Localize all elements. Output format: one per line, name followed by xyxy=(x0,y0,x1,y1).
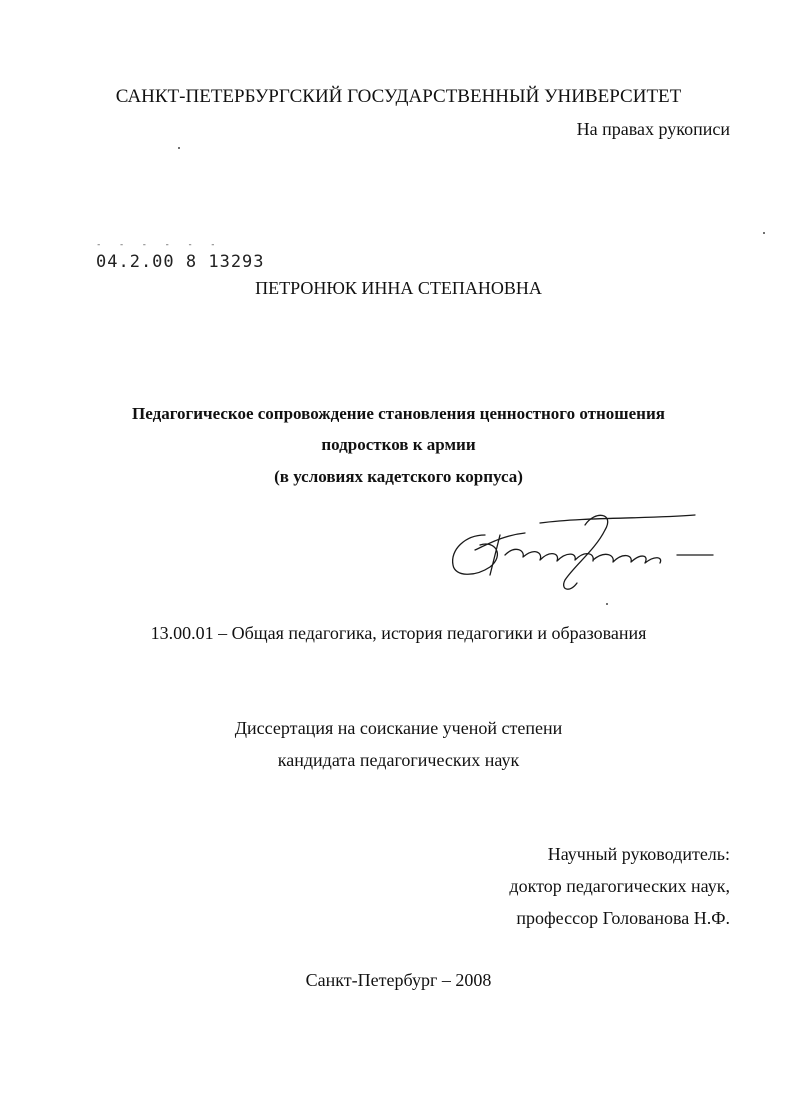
signature-stroke xyxy=(475,533,525,575)
scan-speck xyxy=(763,232,765,234)
author-name: ПЕТРОНЮК ИННА СТЕПАНОВНА xyxy=(255,278,542,298)
title-line-2: подростков к армии xyxy=(321,435,476,454)
stamp-top-marks: - - - - - - xyxy=(96,240,222,250)
handwritten-signature xyxy=(445,505,730,615)
specialty-code: 13.00.01 – Общая педагогика, история педагогики и образования xyxy=(150,623,647,643)
signature-tail xyxy=(593,554,661,563)
supervisor-name: профессор Голованова Н.Ф. xyxy=(516,908,730,928)
university-name: САНКТ-ПЕТЕРБУРГСКИЙ ГОСУДАРСТВЕННЫЙ УНИВЕРСИТЕТ xyxy=(115,86,682,107)
scan-speck xyxy=(178,147,180,149)
degree-line-1: Диссертация на соискание ученой степени xyxy=(234,718,563,738)
signature-flourish xyxy=(564,515,608,589)
degree-line-2: кандидата педагогических наук xyxy=(277,750,520,770)
manuscript-note: На правах рукописи xyxy=(576,119,730,139)
stamp-number: 04.2.00 8 13293 xyxy=(96,252,265,272)
supervisor-label: Научный руководитель: xyxy=(547,844,730,864)
supervisor-degree: доктор педагогических наук, xyxy=(509,876,730,896)
city-year: Санкт-Петербург – 2008 xyxy=(305,970,492,990)
signature-body xyxy=(505,549,593,561)
title-line-3: (в условиях кадетского корпуса) xyxy=(274,467,523,486)
signature-loop xyxy=(453,535,498,574)
signature-top-line xyxy=(540,515,695,523)
title-line-1: Педагогическое сопровождение становления ценностного отношения xyxy=(132,404,665,423)
